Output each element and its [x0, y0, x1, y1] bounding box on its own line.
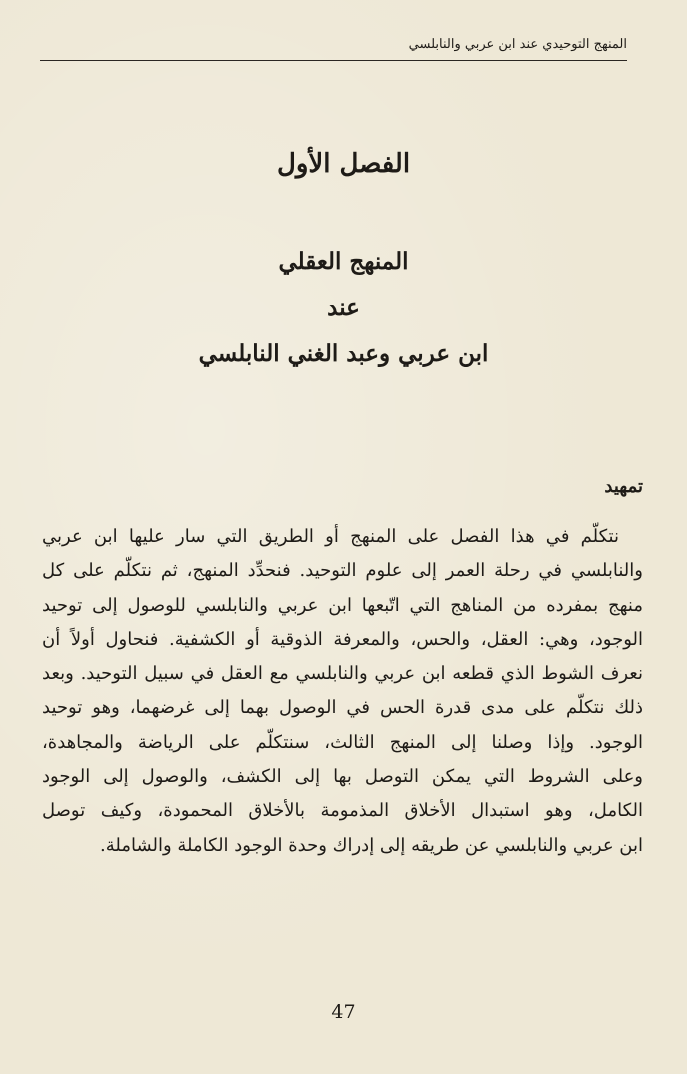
- section-heading: تمهيد: [604, 476, 643, 497]
- paragraph-line: منهج بمفرده من المناهج التي اتّبعها ابن عربي والنابلسي للوصول إلى توحيد: [42, 594, 643, 616]
- paragraph-line: نتكلّم في هذا الفصل على المنهج أو الطريق التي سار عليها ابن عربي: [42, 526, 619, 547]
- paragraph-line: والنابلسي في رحلة العمر إلى علوم التوحيد. فنحدِّد المنهج، ثم نتكلّم على كل: [42, 560, 643, 582]
- chapter-subtitle-method: المنهج العقلي: [278, 248, 409, 275]
- paragraph-line: الكامل، وهو استبدال الأخلاق المذمومة بالأخلاق المحمودة، وكيف توصل: [42, 800, 643, 822]
- page-number: 47: [331, 1001, 356, 1023]
- paragraph-line: الوجود. وإذا وصلنا إلى المنهج الثالث، سنتكلّم على الرياضة والمجاهدة،: [42, 731, 643, 753]
- chapter-subtitle-at: عند: [327, 294, 360, 321]
- running-header: المنهج التوحيدي عند ابن عربي والنابلسي: [40, 36, 627, 61]
- paragraph-line: وعلى الشروط التي يمكن التوصل بها إلى الكشف، والوصول إلى الوجود: [42, 766, 643, 788]
- chapter-title: الفصل الأول: [276, 149, 411, 179]
- body-paragraph: [42, 520, 643, 863]
- paragraph-line: ابن عربي والنابلسي عن طريقه إلى إدراك وحدة الوجود الكاملة والشاملة.: [99, 834, 643, 856]
- paragraph-line: الوجود، وهي: العقل، والحس، والمعرفة الذوقية أو الكشفية. فنحاول أولاً أن: [42, 628, 643, 650]
- paragraph-line: نعرف الشوط الذي قطعه ابن عربي والنابلسي مع العقل في سبيل التوحيد. وبعد: [42, 663, 643, 685]
- paragraph-line: ذلك نتكلّم على مدى قدرة الحس في الوصول بهما إلى غرضهما، وهو توحيد: [42, 697, 643, 719]
- chapter-subtitle-authors: ابن عربي وعبد الغني النابلسي: [198, 340, 489, 367]
